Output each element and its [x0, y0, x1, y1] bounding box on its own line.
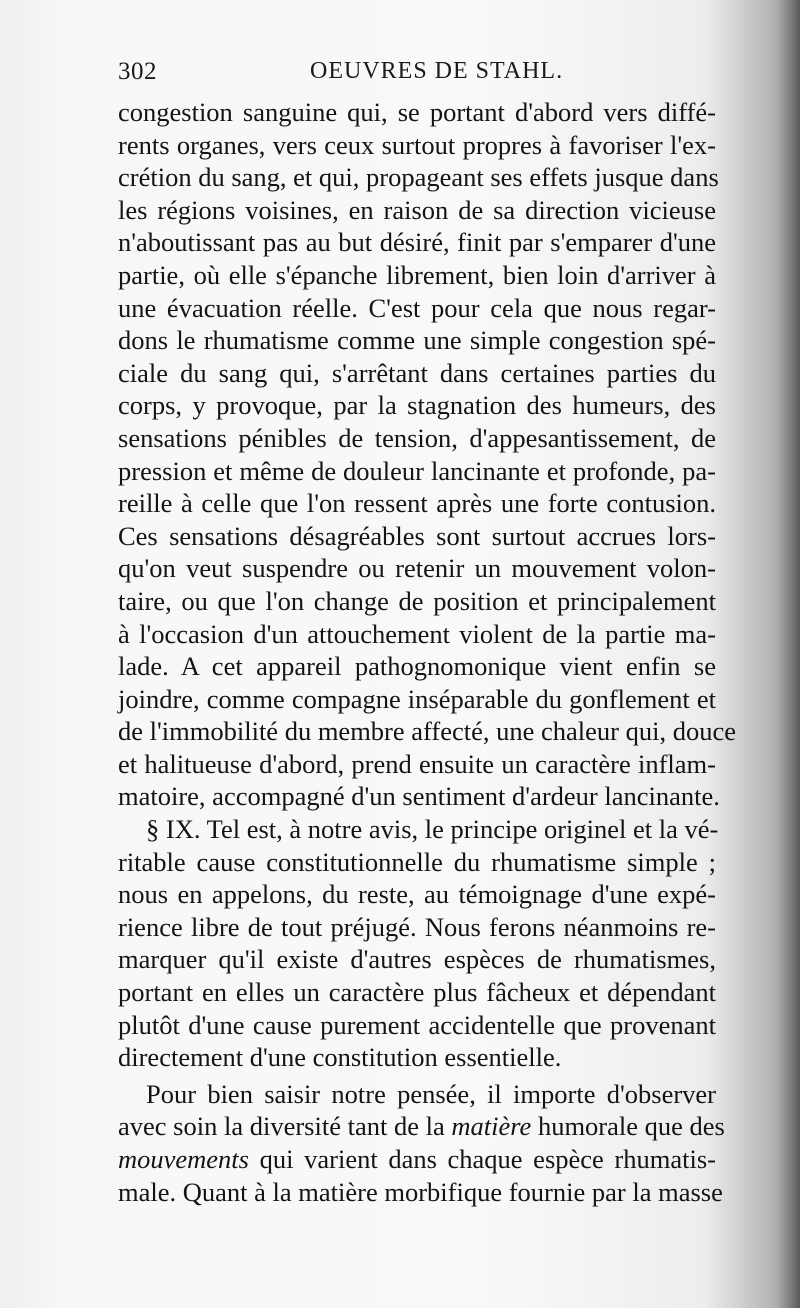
running-head: OEUVRES DE STAHL.	[310, 58, 564, 84]
text-line	[118, 1110, 725, 1143]
text-line: reille à celle que l'on ressent après une forte contusion.	[118, 488, 716, 519]
section-ix-line: § IX. Tel est, à notre avis, le principe originel et la vé-	[146, 814, 719, 845]
text-line: Ces sensations désagréables sont surtout accrues lors-	[118, 520, 716, 551]
text-line: qu'on veut suspendre ou retenir un mouvement volon-	[118, 553, 716, 584]
text-line: male. Quant à la matière morbifique fournie par la masse	[118, 1176, 723, 1207]
text-segment: qui varient dans chaque espèce rhumatis-	[249, 1144, 716, 1174]
text-line: pression et même de douleur lancinante et profonde, pa-	[118, 455, 716, 486]
text-line: à l'occasion d'un attouchement violent de la partie ma-	[118, 618, 716, 649]
text-line: matoire, accompagné d'un sentiment d'ardeur lancinante.	[118, 781, 720, 812]
text-line: les régions voisines, en raison de sa direction vicieuse	[118, 194, 716, 225]
text-line: joindre, comme compagne inséparable du gonflement et	[118, 683, 716, 714]
page-gutter-shadow	[778, 0, 800, 1308]
body-text	[118, 96, 736, 1208]
text-line: n'aboutissant pas au but désiré, finit par s'emparer d'une	[118, 227, 716, 258]
text-line: de l'immobilité du membre affecté, une chaleur qui, douce	[118, 716, 736, 747]
text-line: corps, y provoque, par la stagnation des humeurs, des	[118, 390, 716, 421]
text-line: nous en appelons, du reste, au témoignage d'une expé-	[118, 879, 716, 910]
text-line: rents organes, vers ceux surtout propres à favoriser l'ex-	[118, 129, 716, 160]
page-header	[118, 58, 716, 98]
text-line: congestion sanguine qui, se portant d'abord vers diffé-	[118, 97, 716, 127]
page-number: 302	[118, 58, 157, 85]
text-line	[118, 1143, 716, 1176]
text-line: lade. A cet appareil pathognomonique vient enfin se	[118, 651, 716, 682]
italic-term-matiere: matière	[451, 1111, 532, 1142]
text-segment: avec soin la diversité tant de la	[118, 1111, 452, 1142]
text-line: marquer qu'il existe d'autres espèces de rhumatismes,	[118, 944, 716, 975]
text-line: plutôt d'une cause purement accidentelle que provenant	[118, 1009, 716, 1040]
text-line: partie, où elle s'épanche librement, bien loin d'arriver à	[118, 259, 716, 290]
text-line: directement d'une constitution essentielle.	[118, 1042, 562, 1073]
text-line: dons le rhumatisme comme une simple congestion spé-	[118, 325, 716, 356]
text-line: rience libre de tout préjugé. Nous ferons néanmoins re-	[118, 911, 716, 942]
text-line: taire, ou que l'on change de position et principalement	[118, 585, 716, 616]
text-line: ritable cause constitutionnelle du rhumatisme simple ;	[118, 846, 716, 877]
text-line: sensations pénibles de tension, d'appesantissement, de	[118, 422, 716, 453]
text-line: portant en elles un caractère plus fâcheux et dépendant	[118, 977, 716, 1008]
text-line: ciale du sang qui, s'arrêtant dans certaines parties du	[118, 357, 716, 388]
text-line: une évacuation réelle. C'est pour cela que nous regar-	[118, 292, 716, 323]
text-line: et halitueuse d'abord, prend ensuite un caractère inflam-	[118, 748, 716, 779]
italic-term-mouvements: mouvements	[118, 1144, 249, 1174]
text-segment: humorale que des	[531, 1111, 725, 1142]
text-line: crétion du sang, et qui, propageant ses effets jusque dans	[118, 162, 719, 193]
text-line: Pour bien saisir notre pensée, il importe d'observer	[146, 1078, 716, 1109]
